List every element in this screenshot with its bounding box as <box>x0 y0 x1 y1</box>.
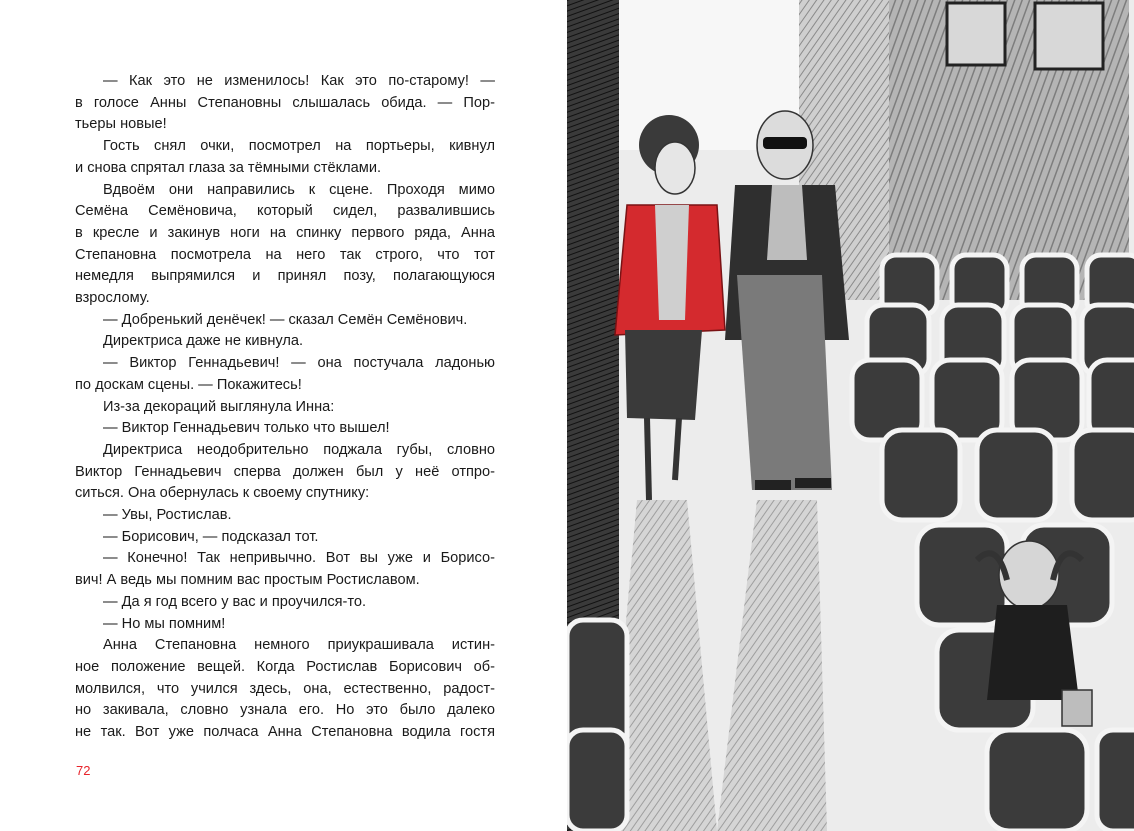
text-line: Директриса даже не кивнула. <box>103 333 304 350</box>
text-line: — Как это не изменилось! Как это по-старому! — <box>103 73 495 89</box>
text-line: в голосе Анны Степановны слышалась обида. — Пор- <box>75 94 495 111</box>
text-line: — Да я год всего у вас и проучился-то. <box>103 593 367 610</box>
text-line: Анна Степановна немного приукрашивала истин- <box>103 637 495 654</box>
page-number: 72 <box>76 763 91 778</box>
trousers <box>737 275 832 490</box>
text-line: Директриса неодобрительно поджала губы, словно <box>103 441 495 458</box>
text-line: — Виктор Геннадьевич! — она постучала ладонью <box>103 355 495 372</box>
text-line: Семёна Семёновича, который сидел, развалившись <box>75 203 495 220</box>
text-line: но закивала, словно узнала его. Но это было далеко <box>75 702 495 719</box>
text-line: тьеры новые! <box>75 116 167 133</box>
text-line: — Увы, Ростислав. <box>103 507 232 524</box>
text-line: по доскам сцены. — Покажитесь! <box>75 376 302 393</box>
text-line: Виктор Геннадьевич сперва должен был у неё отпро- <box>75 463 495 480</box>
text-line: и снова спрятал глаза за тёмными стёклами. <box>75 159 382 176</box>
text-line: взрослому. <box>75 290 150 307</box>
text-line: — Добренький денёчек! — сказал Семён Семёнович. <box>103 311 468 328</box>
text-line: — Борисович, — подсказал тот. <box>103 528 319 545</box>
text-line: не так. Вот уже полчаса Анна Степановна водила гостя <box>75 724 495 741</box>
text-line: немедля выпрямился и принял позу, полагающуюся <box>75 268 495 285</box>
dark-glasses <box>763 137 807 149</box>
wall-picture-right <box>1035 3 1103 69</box>
theater-illustration <box>567 0 1134 831</box>
text-line: Степановна посмотрела на него так строго, что тот <box>75 246 495 263</box>
wall-picture-left <box>947 3 1005 65</box>
illustration-drawing <box>567 0 1134 831</box>
text-line: в кресле и закинув ноги на спинку первого ряда, Анна <box>75 224 495 241</box>
body-text <box>75 71 495 744</box>
text-line: Вдвоём они направились к сцене. Проходя мимо <box>103 181 495 198</box>
text-line: ситься. Она обернулась к своему спутнику: <box>75 485 370 502</box>
text-line: вич! А ведь мы помним вас простым Ростиславом. <box>75 572 420 589</box>
text-line: — Конечно! Так непривычно. Вот вы уже и Борисо- <box>103 550 495 567</box>
text-line: — Но мы помним! <box>103 615 226 632</box>
text-line: ное положение вещей. Когда Ростислав Борисович об- <box>75 658 495 675</box>
dark-skirt <box>625 330 702 420</box>
text-line: — Виктор Геннадьевич только что вышел! <box>103 420 390 437</box>
text-line: Из-за декораций выглянула Инна: <box>103 398 335 415</box>
text-line: молвился, что учился здесь, она, естественно, радост- <box>75 680 495 697</box>
text-line: Гость снял очки, посмотрел на портьеры, кивнул <box>103 138 495 155</box>
